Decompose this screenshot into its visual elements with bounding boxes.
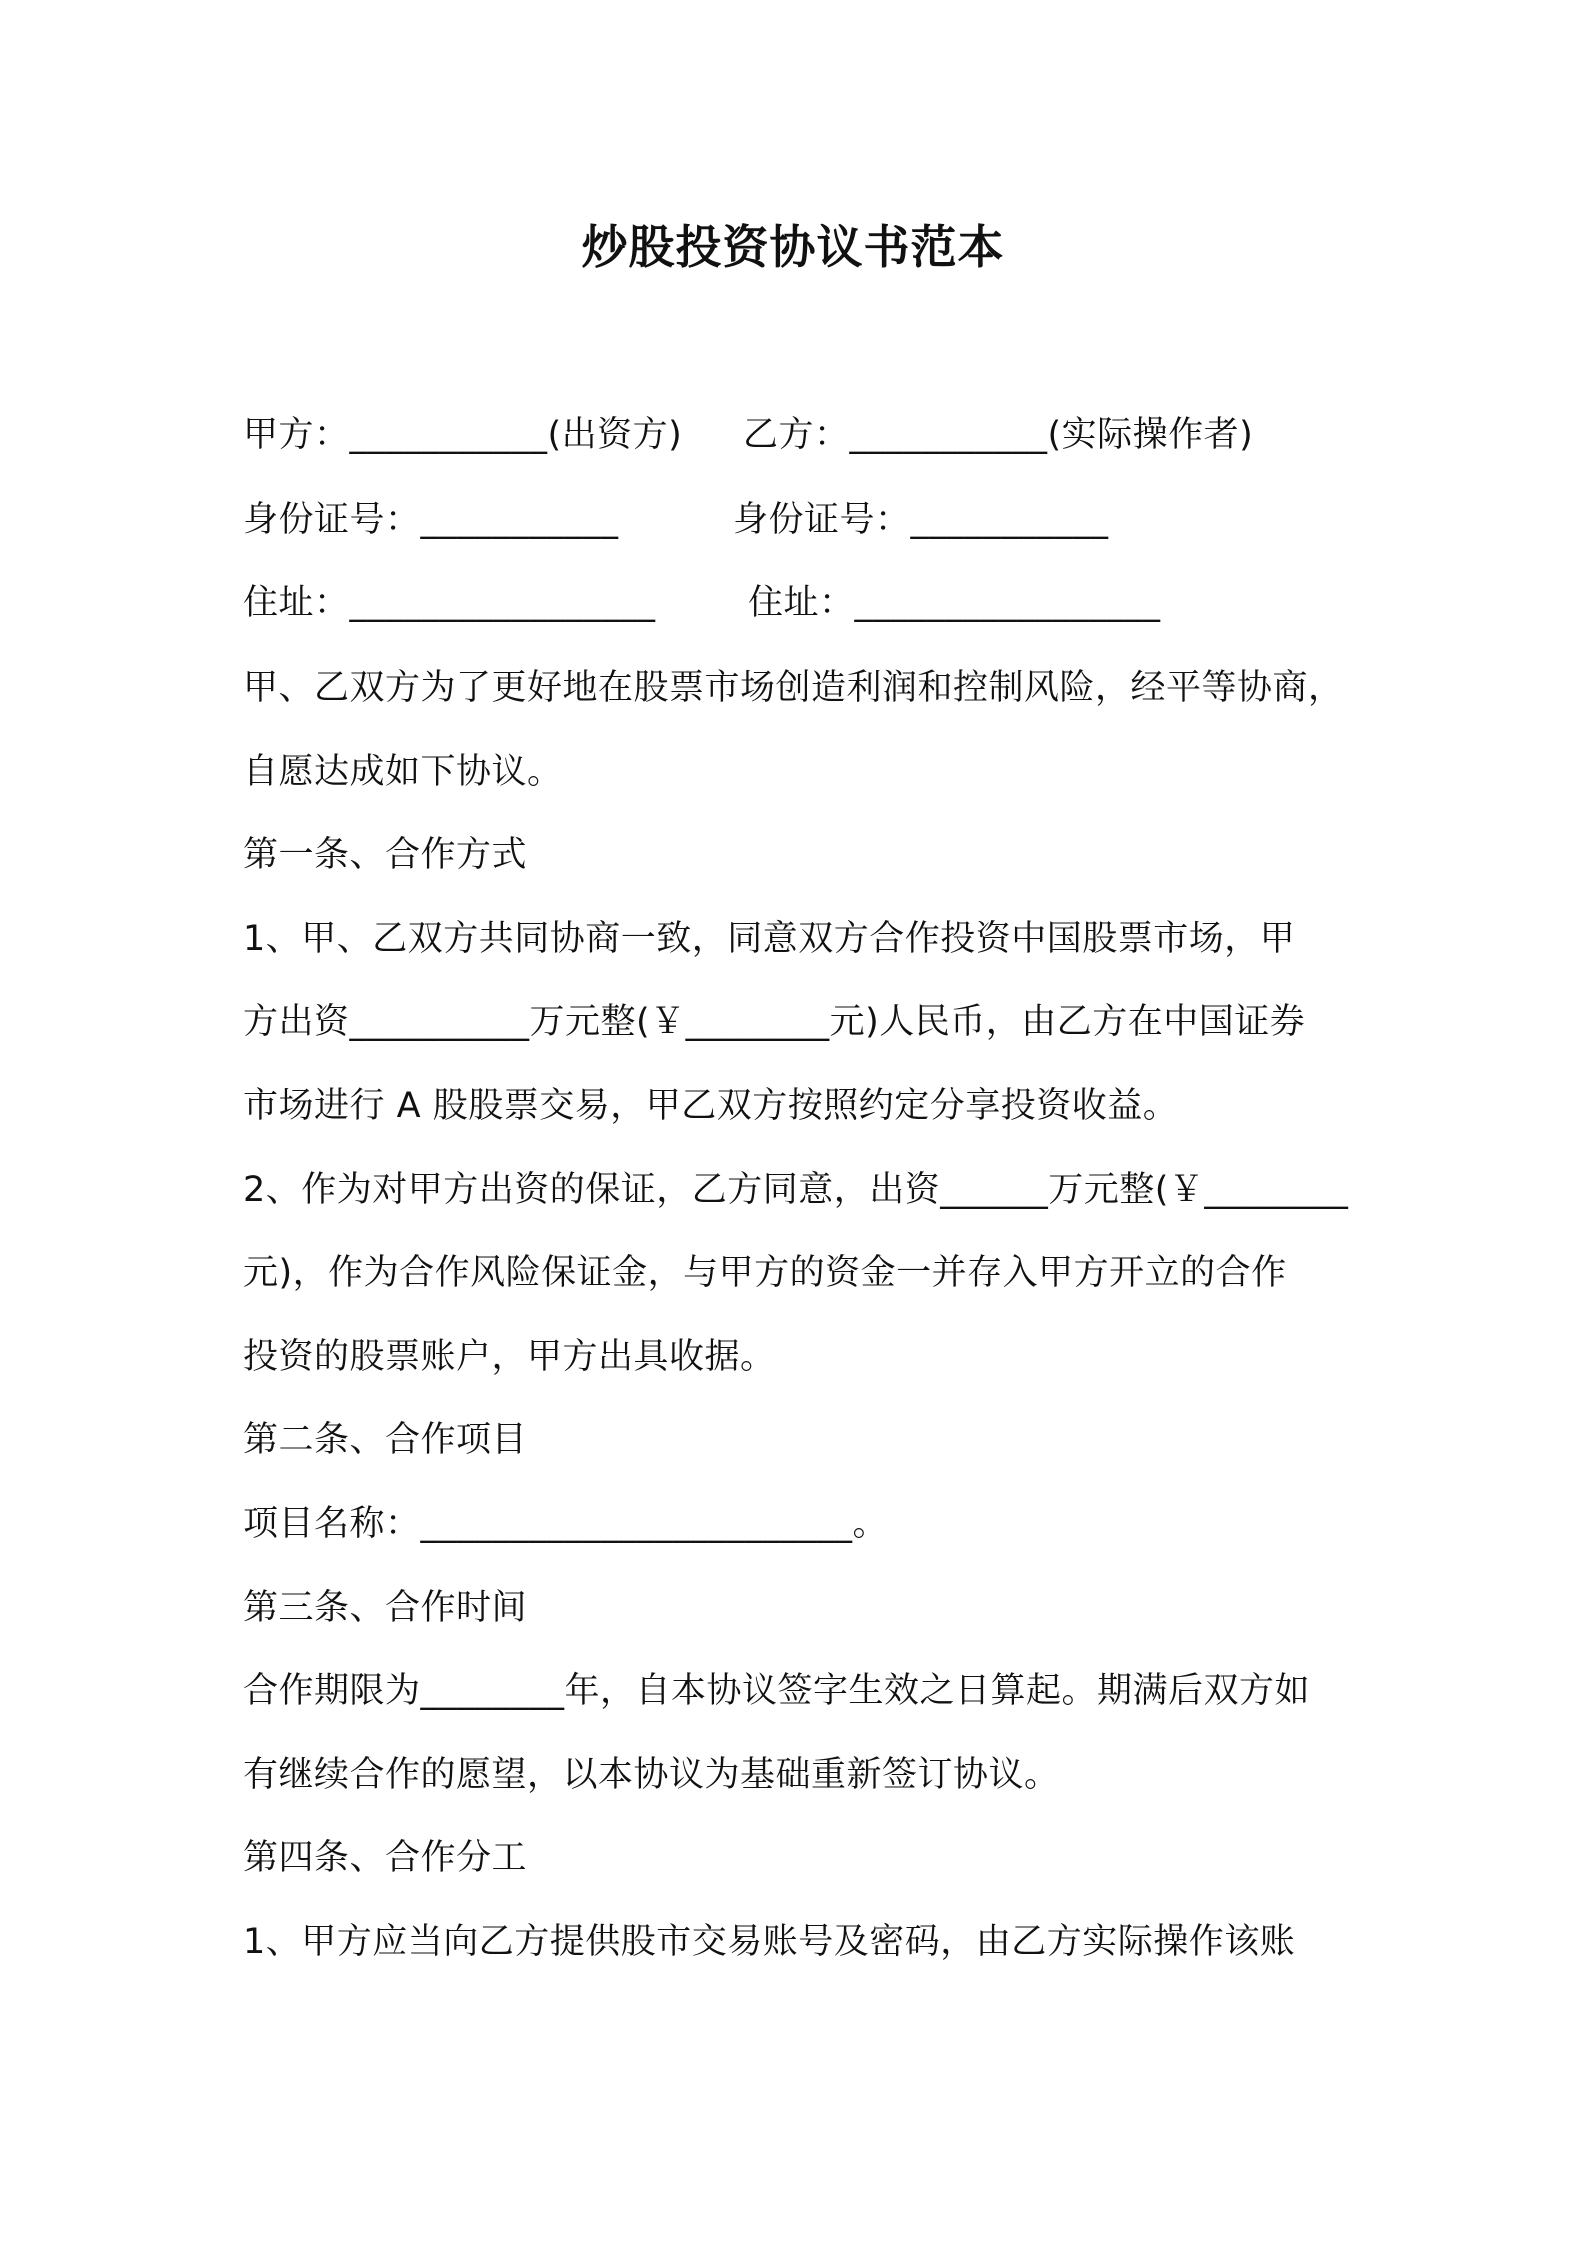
article-1-line: 投资的股票账户，甲方出具收据。 [243,1337,776,1377]
document-title: 炒股投资协议书范本 [581,220,1005,274]
article-1-heading: 第一条、合作方式 [243,835,528,875]
party-row [243,405,1254,465]
party-b-field: 乙方：___________(实际操作者) [743,415,1254,455]
article-1-line: 2、作为对甲方出资的保证，乙方同意，出资______万元整(￥________ [243,1170,1349,1210]
article-1-line: 元)，作为合作风险保证金，与甲方的资金一并存入甲方开立的合作 [243,1253,1287,1293]
intro-line-1: 甲、乙双方为了更好地在股票市场创造利润和控制风险，经平等协商， [243,668,1344,708]
address-b-field: 住址：_________________ [748,583,1161,623]
address-a-field: 住址：_________________ [243,583,656,623]
article-1-line: 方出资__________万元整(￥________元)人民币，由乙方在中国证券 [243,1002,1306,1042]
id-b-field: 身份证号：___________ [733,500,1109,540]
article-2-heading: 第二条、合作项目 [243,1420,528,1460]
article-1-line: 市场进行 A 股股票交易，甲乙双方按照约定分享投资收益。 [243,1086,1179,1126]
intro-line-2: 自愿达成如下协议。 [243,752,563,792]
id-a-field: 身份证号：___________ [243,500,619,540]
article-4-line: 1、甲方应当向乙方提供股市交易账号及密码，由乙方实际操作该账 [243,1922,1296,1962]
article-1-line: 1、甲、乙双方共同协商一致，同意双方合作投资中国股票市场，甲 [243,919,1296,959]
article-3-heading: 第三条、合作时间 [243,1588,528,1628]
article-3-line: 有继续合作的愿望，以本协议为基础重新签订协议。 [243,1755,1060,1795]
id-row [243,490,1109,550]
article-2-line: 项目名称：________________________。 [243,1504,889,1544]
party-a-field: 甲方：___________(出资方) [243,415,683,455]
address-row [243,573,1161,633]
article-3-line: 合作期限为________年，自本协议签字生效之日算起。期满后双方如 [243,1671,1311,1711]
article-4-heading: 第四条、合作分工 [243,1838,528,1878]
